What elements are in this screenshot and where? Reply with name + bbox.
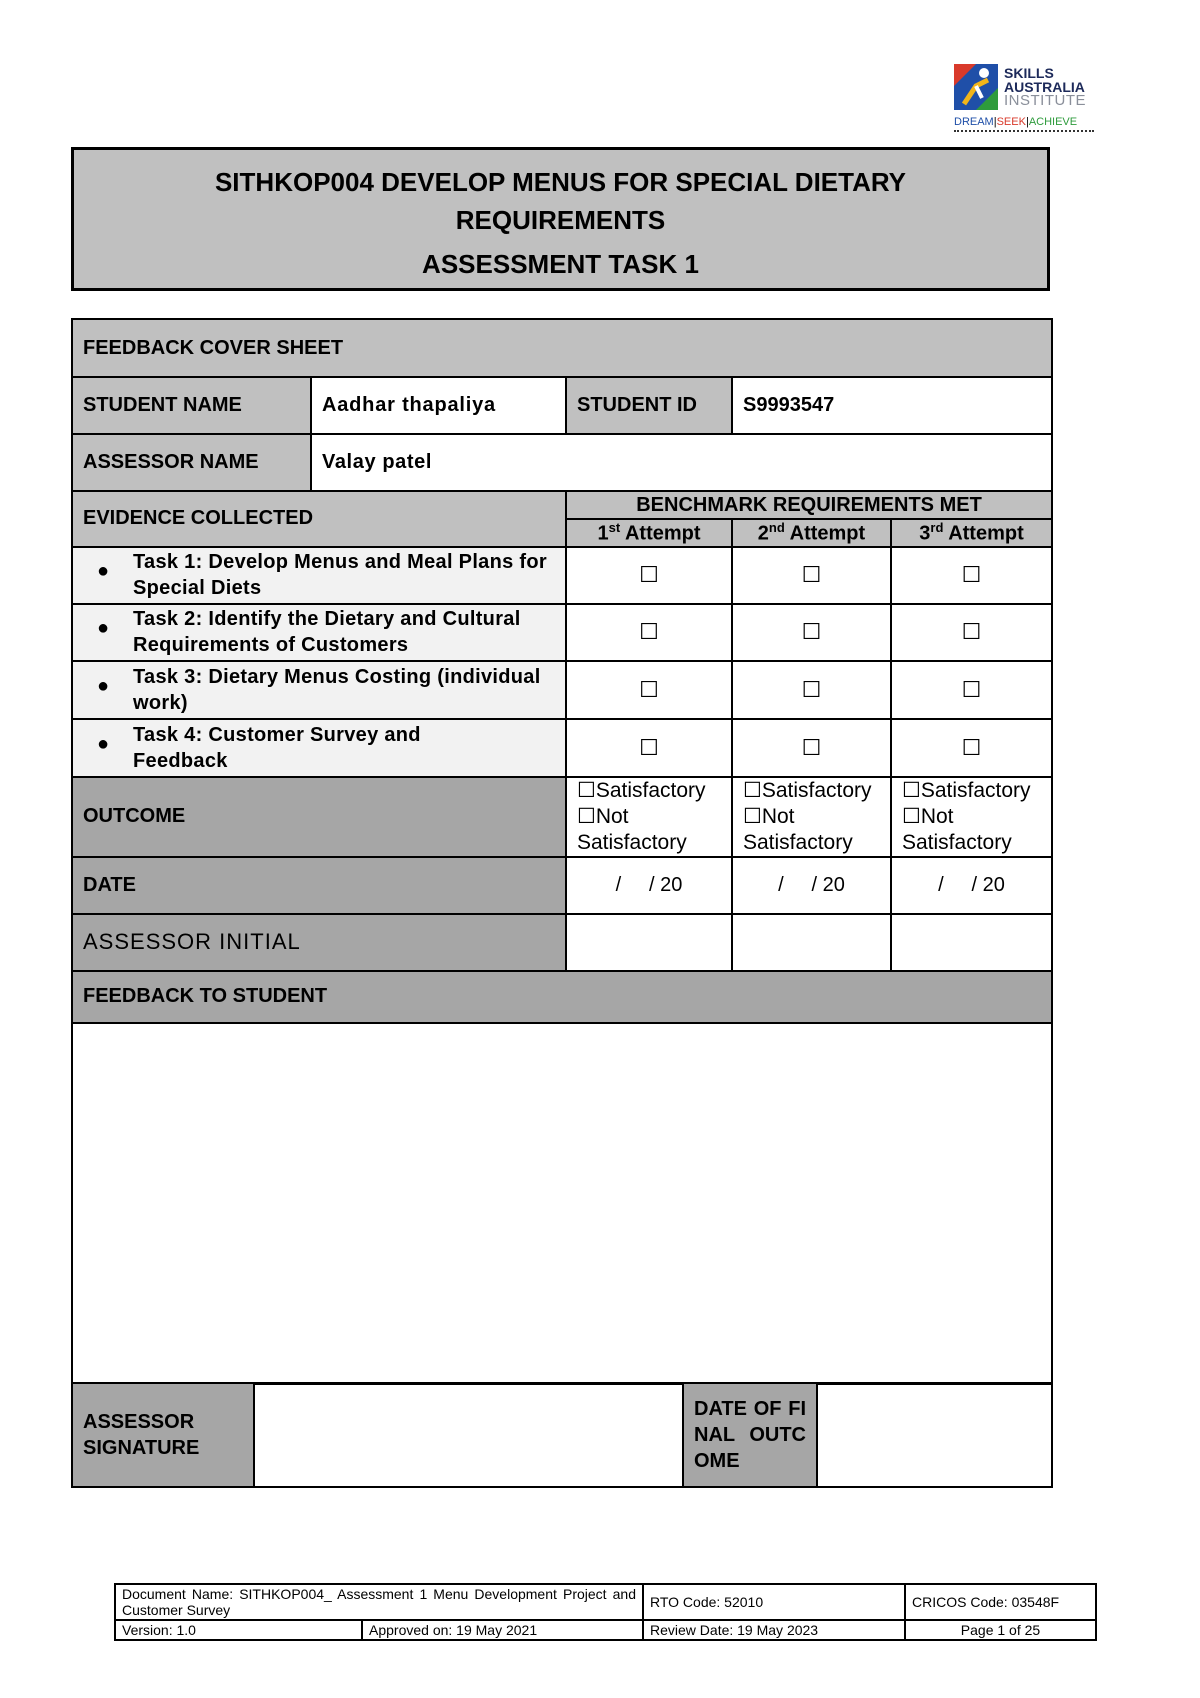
task-1-attempt-2-checkbox[interactable]: ☐ [732, 547, 891, 604]
footer-rto-code: RTO Code: 52010 [643, 1584, 905, 1620]
assessor-name-label: ASSESSOR NAME [72, 434, 311, 491]
assessor-signature-field[interactable] [254, 1383, 683, 1487]
student-id-field[interactable]: S9993547 [732, 377, 1052, 434]
outcome-attempt-1[interactable]: ☐Satisfactory ☐Not Satisfactory [566, 777, 732, 857]
logo-word-institute: INSTITUTE [1004, 92, 1086, 109]
student-id-label: STUDENT ID [566, 377, 732, 434]
task-1-attempt-1-checkbox[interactable]: ☐ [566, 547, 732, 604]
unit-title: SITHKOP004 DEVELOP MENUS FOR SPECIAL DIETARY REQUIREMENTS [214, 167, 907, 235]
outcome-attempt-3[interactable]: ☐Satisfactory ☐Not Satisfactory [891, 777, 1052, 857]
signature-table [71, 1382, 1053, 1488]
footer-version: Version: 1.0 [115, 1620, 362, 1640]
footer-review-date: Review Date: 19 May 2023 [643, 1620, 905, 1640]
task-4-attempt-1-checkbox[interactable]: ☐ [566, 719, 732, 777]
logo-url-line [954, 130, 1094, 135]
benchmark-requirements-header: BENCHMARK REQUIREMENTS MET [566, 491, 1052, 519]
footer-approved-on: Approved on: 19 May 2021 [362, 1620, 643, 1640]
task-2-attempt-1-checkbox[interactable]: ☐ [566, 604, 732, 661]
institute-logo [954, 64, 1094, 138]
feedback-text-area[interactable] [72, 1023, 1052, 1384]
date-label: DATE [72, 857, 566, 914]
assessor-signature-label: ASSESSOR SIGNATURE [72, 1383, 254, 1487]
task-4-attempt-2-checkbox[interactable]: ☐ [732, 719, 891, 777]
task-2-attempt-2-checkbox[interactable]: ☐ [732, 604, 891, 661]
assessor-initial-label: ASSESSOR INITIAL [72, 914, 566, 971]
feedback-cover-heading: FEEDBACK COVER SHEET [72, 319, 1052, 377]
task-2-attempt-3-checkbox[interactable]: ☐ [891, 604, 1052, 661]
date-attempt-3[interactable]: / / 20 [891, 857, 1052, 914]
date-attempt-2[interactable]: / / 20 [732, 857, 891, 914]
student-name-label: STUDENT NAME [72, 377, 311, 434]
bullet-icon: ● [97, 560, 110, 583]
assessor-initial-attempt-2[interactable] [732, 914, 891, 971]
task-row [72, 547, 1052, 604]
footer-page-number: Page 1 of 25 [905, 1620, 1096, 1640]
task-2-label: ● Task 2: Identify the Dietary and Cultural Requirements of Customers [72, 604, 566, 661]
task-row [72, 719, 1052, 777]
task-1-attempt-3-checkbox[interactable]: ☐ [891, 547, 1052, 604]
date-of-final-outcome-label: DATE OF FINAL OUTCOME [683, 1383, 817, 1487]
task-3-attempt-2-checkbox[interactable]: ☐ [732, 661, 891, 719]
bullet-icon: ● [97, 732, 110, 755]
footer-cricos-code: CRICOS Code: 03548F [905, 1584, 1096, 1620]
attempt-2-header: 2nd Attempt [732, 519, 891, 547]
task-3-attempt-1-checkbox[interactable]: ☐ [566, 661, 732, 719]
student-name-field[interactable]: Aadhar thapaliya [311, 377, 566, 434]
evidence-collected-label: EVIDENCE COLLECTED [72, 491, 566, 547]
task-4-attempt-3-checkbox[interactable]: ☐ [891, 719, 1052, 777]
task-row [72, 604, 1052, 661]
bullet-icon: ● [97, 674, 110, 697]
logo-tagline: DREAM|SEEK|ACHIEVE [954, 116, 1078, 128]
outcome-label: OUTCOME [72, 777, 566, 857]
assessment-task-title: ASSESSMENT TASK 1 [422, 249, 699, 279]
logo-word-skills: SKILLS [1004, 65, 1054, 81]
assessor-initial-attempt-1[interactable] [566, 914, 732, 971]
attempt-1-header: 1st Attempt [566, 519, 732, 547]
document-title-box [71, 147, 1050, 291]
task-3-attempt-3-checkbox[interactable]: ☐ [891, 661, 1052, 719]
attempt-3-header: 3rd Attempt [891, 519, 1052, 547]
logo-figure-icon [954, 64, 998, 110]
document-footer [114, 1583, 1097, 1641]
feedback-to-student-label: FEEDBACK TO STUDENT [72, 971, 1052, 1023]
footer-document-name: Document Name: SITHKOP004_ Assessment 1 Menu Development Project and Customer Survey [115, 1584, 643, 1620]
task-row [72, 661, 1052, 719]
bullet-icon: ● [97, 617, 110, 640]
date-attempt-1[interactable]: / / 20 [566, 857, 732, 914]
logo-word-australia: AUSTRALIA [1004, 79, 1085, 95]
task-4-label: ● Task 4: Customer Survey and Feedback [72, 719, 566, 777]
task-1-label: ● Task 1: Develop Menus and Meal Plans for Special Diets [72, 547, 566, 604]
feedback-cover-table [71, 318, 1053, 1385]
outcome-attempt-2[interactable]: ☐Satisfactory ☐Not Satisfactory [732, 777, 891, 857]
assessor-name-field[interactable]: Valay patel [311, 434, 1052, 491]
date-of-final-outcome-field[interactable] [817, 1383, 1052, 1487]
assessor-initial-attempt-3[interactable] [891, 914, 1052, 971]
task-3-label: ● Task 3: Dietary Menus Costing (individual work) [72, 661, 566, 719]
